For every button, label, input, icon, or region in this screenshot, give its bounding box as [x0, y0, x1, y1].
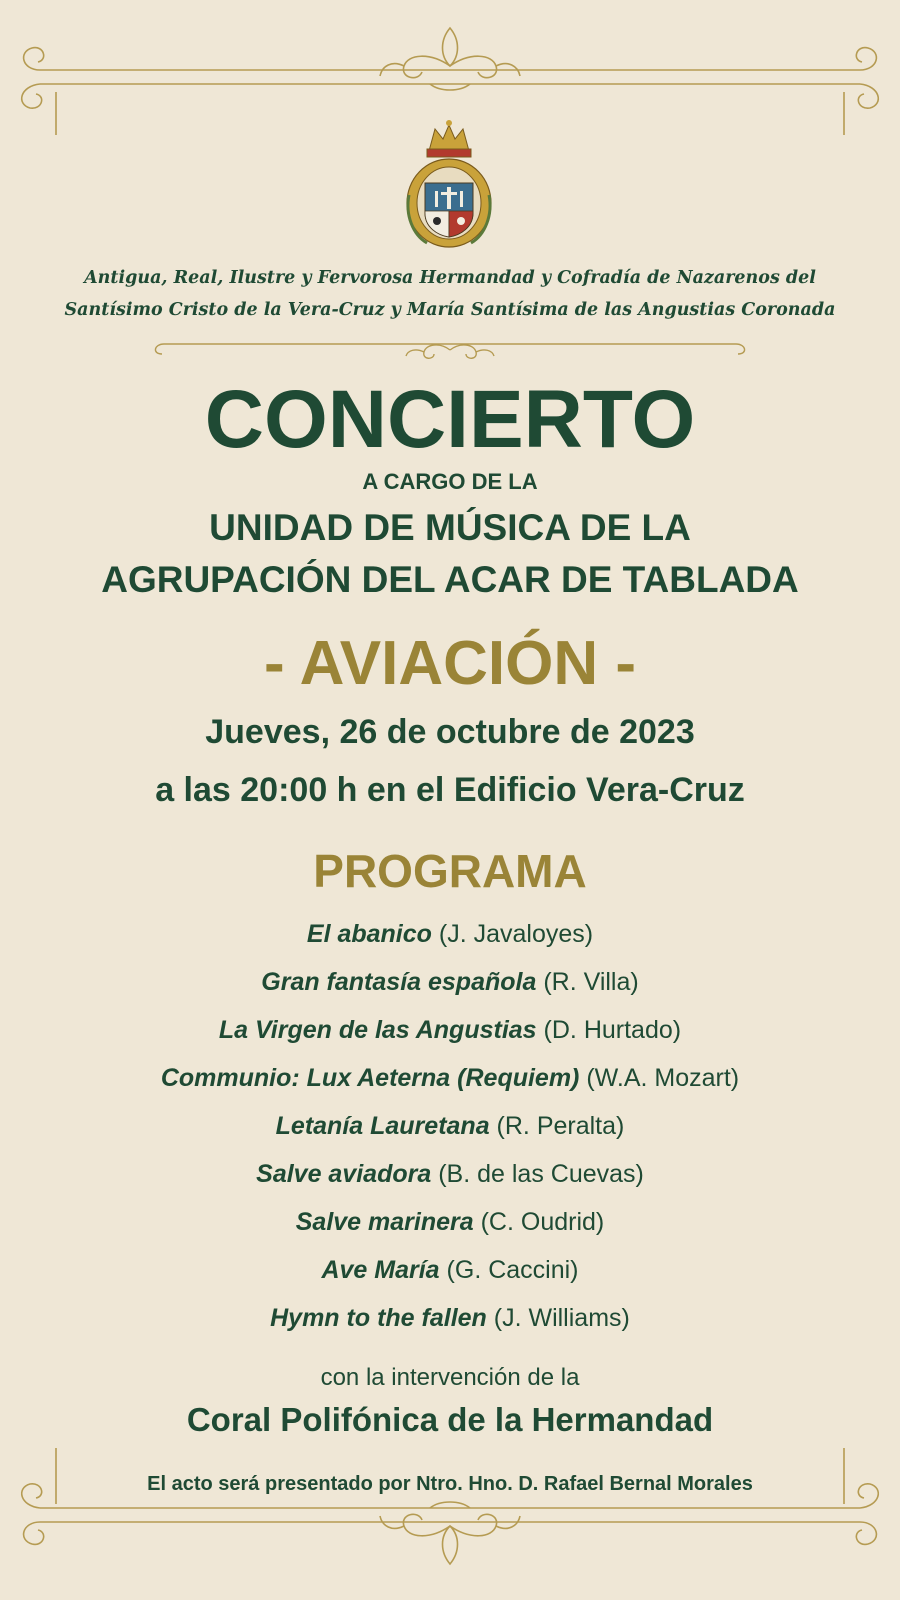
program-heading: PROGRAMA [313, 845, 587, 897]
hermandad-crest-emblem [397, 115, 502, 250]
hermandad-name-line1: Antigua, Real, Ilustre y Fervorosa Hermandad y Cofradía de Nazarenos del [84, 268, 816, 288]
concert-title: CONCIERTO [204, 374, 696, 465]
program-item [0, 1102, 900, 1150]
program-item [0, 1150, 900, 1198]
divider-ornament [150, 336, 750, 364]
program-item [0, 958, 900, 1006]
program-item-author: (C. Oudrid) [480, 1208, 605, 1236]
event-date: Jueves, 26 de octubre de 2023 [205, 713, 695, 751]
program-item-work: Salve marinera [295, 1208, 474, 1236]
program-item-author: (R. Peralta) [496, 1112, 625, 1140]
choir-name: Coral Polifónica de la Hermandad [186, 1401, 714, 1438]
performer-aviacion: - AVIACIÓN - [264, 629, 636, 698]
program-item-work: Gran fantasía española [261, 968, 537, 996]
event-time-place: a las 20:00 h en el Edificio Vera-Cruz [155, 771, 745, 809]
presenter-line: El acto será presentado por Ntro. Hno. D. Rafael Bernal Morales [147, 1473, 753, 1495]
program-item [0, 1294, 900, 1342]
program-item-author: (J. Williams) [493, 1304, 630, 1332]
program-item-author: (G. Caccini) [446, 1256, 579, 1284]
program-item-work: Salve aviadora [256, 1160, 432, 1188]
program-item-author: (W.A. Mozart) [586, 1064, 740, 1092]
performer-line1: UNIDAD DE MÚSICA DE LA [209, 507, 691, 548]
hermandad-name-line2: Santísimo Cristo de la Vera-Cruz y María Santísima de las Angustias Coronada [64, 300, 836, 320]
program-item-work: Letanía Lauretana [275, 1112, 490, 1140]
program-item-work: Hymn to the fallen [270, 1304, 487, 1332]
program-item-work: Communio: Lux Aeterna (Requiem) [160, 1064, 580, 1092]
program-item-author: (B. de las Cuevas) [438, 1160, 644, 1188]
program-item-author: (D. Hurtado) [543, 1016, 682, 1044]
program-item-author: (J. Javaloyes) [438, 920, 594, 948]
program-item [0, 910, 900, 958]
concert-subtitle: A CARGO DE LA [362, 469, 538, 494]
program-item [0, 1006, 900, 1054]
program-item-author: (R. Villa) [543, 968, 639, 996]
program-item-work: Ave María [321, 1256, 440, 1284]
program-list [0, 910, 900, 1342]
program-item [0, 1198, 900, 1246]
intervention-intro: con la intervención de la [320, 1364, 580, 1391]
program-item [0, 1246, 900, 1294]
hermandad-name [0, 262, 900, 326]
program-item [0, 1054, 900, 1102]
program-item-work: El abanico [306, 920, 432, 948]
performer-line2: AGRUPACIÓN DEL ACAR DE TABLADA [101, 559, 799, 600]
bottom-ornament-frame [0, 1440, 900, 1600]
program-item-work: La Virgen de las Angustias [218, 1016, 537, 1044]
